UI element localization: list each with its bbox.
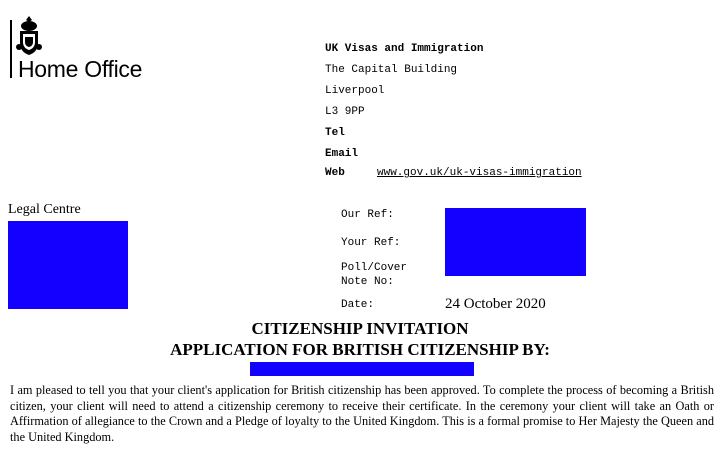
your-ref-label: Your Ref: <box>341 237 401 249</box>
department-name: UK Visas and Immigration <box>325 43 484 55</box>
our-ref-label: Our Ref: <box>341 209 394 221</box>
letter-subtitle: APPLICATION FOR BRITISH CITIZENSHIP BY: <box>170 340 550 359</box>
address-line-3: L3 9PP <box>325 106 365 118</box>
date-value: 24 October 2020 <box>445 296 546 312</box>
royal-crest-icon <box>10 14 48 58</box>
tel-label: Tel <box>325 127 345 139</box>
poll-label-line2: Note No: <box>341 276 394 288</box>
reference-redaction <box>445 208 586 276</box>
address-line-2: Liverpool <box>325 85 385 97</box>
body-paragraph: I am pleased to tell you that your client's application for British citizenship has been approved. To complete the process of becoming a British citizen, your client will need to attend a citizenship ceremony to receive their certificate. In the ceremony your client will take an Oath or Affirmation of allegiance to the Crown and a Pledge of loyalty to the United Kingdom. This is a formal promise to Her Majesty the Queen and the United Kingdom. <box>10 383 714 444</box>
date-label: Date: <box>341 299 375 311</box>
recipient-name: Legal Centre <box>8 202 81 217</box>
web-label: Web <box>325 167 345 179</box>
address-line-1: The Capital Building <box>325 64 458 76</box>
logo-divider-bar <box>10 20 12 78</box>
web-link[interactable]: www.gov.uk/uk-visas-immigration <box>377 167 582 179</box>
logo-text: Home Office <box>18 56 143 82</box>
email-label: Email <box>325 148 359 160</box>
poll-label-line1: Poll/Cover <box>341 262 408 274</box>
recipient-address-redaction <box>8 221 128 309</box>
letter-title: CITIZENSHIP INVITATION <box>251 319 469 338</box>
applicant-name-redaction <box>250 362 474 376</box>
